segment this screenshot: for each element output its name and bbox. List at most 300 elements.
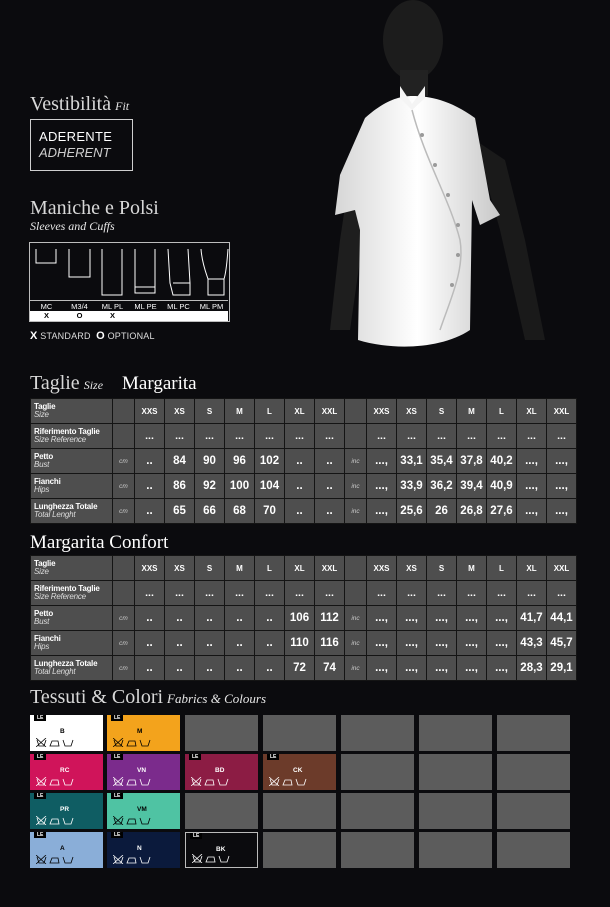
row-label-it: Riferimento Taglie xyxy=(34,427,100,436)
size-value-cm: 110 xyxy=(285,631,315,656)
fabric-swatch xyxy=(30,832,103,868)
empty-swatch xyxy=(341,715,414,751)
le-badge: LE xyxy=(34,715,46,721)
size-value-inc: ..., xyxy=(427,656,457,681)
size-value-inc: 27,6 xyxy=(487,499,517,524)
sleeves-title-it: Maniche e Polsi xyxy=(30,197,159,219)
size-value-cm: .. xyxy=(135,449,165,474)
fabric-swatch xyxy=(107,832,180,868)
sleeve-mark: O xyxy=(63,311,96,321)
size-header-cm: XS xyxy=(165,556,195,581)
sizes-title xyxy=(30,372,197,395)
sleeve-type xyxy=(162,243,195,321)
size-value-cm: 66 xyxy=(195,499,225,524)
size-value-cm: ... xyxy=(135,581,165,606)
size-value-cm: .. xyxy=(315,474,345,499)
sleeve-mark: X xyxy=(96,311,129,321)
row-label-it: Taglie xyxy=(34,402,56,411)
size-value-inc: ... xyxy=(367,581,397,606)
row-label xyxy=(31,499,113,524)
model-name: Margarita xyxy=(122,373,197,394)
size-value-cm: .. xyxy=(165,606,195,631)
size-value-cm: .. xyxy=(225,606,255,631)
size-value-cm: 74 xyxy=(315,656,345,681)
size-row xyxy=(31,399,577,424)
size-value-inc: ..., xyxy=(367,474,397,499)
size-header-cm: M xyxy=(225,399,255,424)
row-label xyxy=(31,556,113,581)
size-header-cm: L xyxy=(255,399,285,424)
size-header-cm: XXL xyxy=(315,399,345,424)
fabric-swatch xyxy=(30,754,103,790)
empty-swatch xyxy=(497,793,570,829)
empty-swatch xyxy=(185,715,258,751)
le-badge: LE xyxy=(34,793,46,799)
care-symbols-icon xyxy=(113,816,153,827)
size-value-cm: .. xyxy=(315,499,345,524)
fit-value: ADERENTE xyxy=(39,129,113,144)
size-header-inc: XXL xyxy=(547,556,577,581)
le-badge: LE xyxy=(189,754,201,760)
row-label-en: Size Reference xyxy=(34,435,86,444)
le-badge: LE xyxy=(34,754,46,760)
unit-inc: inc xyxy=(345,631,367,656)
size-value-cm: 116 xyxy=(315,631,345,656)
size-value-cm: ... xyxy=(285,581,315,606)
row-label-en: Bust xyxy=(34,617,50,626)
unit-inc xyxy=(345,581,367,606)
row-label-it: Fianchi xyxy=(34,634,61,643)
size-value-inc: 40,9 xyxy=(487,474,517,499)
care-symbols-icon xyxy=(113,777,153,788)
size-value-inc: 45,7 xyxy=(547,631,577,656)
size-value-inc: ..., xyxy=(487,631,517,656)
size-value-inc: 33,9 xyxy=(397,474,427,499)
sleeve-label: ML PM xyxy=(195,300,228,311)
color-code: PR xyxy=(60,806,70,813)
empty-swatch xyxy=(497,715,570,751)
color-code: B xyxy=(60,728,65,735)
unit-cm xyxy=(113,424,135,449)
size-value-inc: ... xyxy=(397,581,427,606)
size-value-cm: 106 xyxy=(285,606,315,631)
size-value-inc: 35,4 xyxy=(427,449,457,474)
size-value-cm: 72 xyxy=(285,656,315,681)
size-value-cm: .. xyxy=(225,631,255,656)
size-value-inc: 44,1 xyxy=(547,606,577,631)
size-value-inc: ..., xyxy=(367,606,397,631)
size-value-cm: .. xyxy=(135,631,165,656)
size-value-cm: ... xyxy=(195,424,225,449)
size-value-cm: .. xyxy=(135,606,165,631)
care-symbols-icon xyxy=(113,738,153,749)
row-label-it: Lunghezza Totale xyxy=(34,502,98,511)
sleeve-label: ML PC xyxy=(162,300,195,311)
size-header-inc: XXL xyxy=(547,399,577,424)
size-value-inc: ..., xyxy=(547,449,577,474)
fabric-swatch xyxy=(30,715,103,751)
size-header-cm: M xyxy=(225,556,255,581)
size-value-cm: .. xyxy=(285,474,315,499)
size-value-inc: ..., xyxy=(397,656,427,681)
row-label-en: Size Reference xyxy=(34,592,86,601)
size-value-cm: .. xyxy=(135,656,165,681)
size-row xyxy=(31,499,577,524)
size-value-cm: 86 xyxy=(165,474,195,499)
size-value-inc: ... xyxy=(487,424,517,449)
color-code: RC xyxy=(60,767,70,774)
size-value-cm: ... xyxy=(165,581,195,606)
unit-inc: inc xyxy=(345,606,367,631)
size-value-inc: ... xyxy=(547,581,577,606)
care-symbols-icon xyxy=(36,855,76,866)
color-code: CK xyxy=(293,767,303,774)
size-value-inc: 26 xyxy=(427,499,457,524)
size-value-cm: 100 xyxy=(225,474,255,499)
size-value-cm: ... xyxy=(135,424,165,449)
row-label-it: Petto xyxy=(34,609,54,618)
size-value-cm: .. xyxy=(255,631,285,656)
size-value-cm: 70 xyxy=(255,499,285,524)
sleeve-legend xyxy=(30,330,155,342)
size-value-inc: ..., xyxy=(517,474,547,499)
size-value-inc: ..., xyxy=(427,606,457,631)
row-label xyxy=(31,474,113,499)
unit-cm xyxy=(113,399,135,424)
row-label-en: Size xyxy=(34,567,49,576)
size-value-inc: 25,6 xyxy=(397,499,427,524)
size-value-cm: 65 xyxy=(165,499,195,524)
sizes-title-en: Size xyxy=(83,378,104,392)
size-row xyxy=(31,606,577,631)
size-value-inc: 29,1 xyxy=(547,656,577,681)
sleeve-type xyxy=(195,243,228,321)
size-header-cm: XXS xyxy=(135,556,165,581)
size-value-cm: .. xyxy=(225,656,255,681)
size-value-inc: ... xyxy=(457,424,487,449)
unit-inc xyxy=(345,399,367,424)
size-header-inc: S xyxy=(427,399,457,424)
size-value-cm: .. xyxy=(135,474,165,499)
fit-value-en: ADHERENT xyxy=(39,145,111,160)
legend-standard: STANDARD xyxy=(40,331,91,341)
fabric-swatch xyxy=(185,754,258,790)
size-row xyxy=(31,474,577,499)
row-label xyxy=(31,449,113,474)
size-value-inc: ..., xyxy=(517,449,547,474)
row-label-en: Bust xyxy=(34,460,50,469)
unit-inc xyxy=(345,424,367,449)
size-value-cm: .. xyxy=(255,656,285,681)
le-badge: LE xyxy=(111,754,123,760)
color-code: N xyxy=(137,845,142,852)
sleeve-label: ML PL xyxy=(96,300,129,311)
size-value-inc: ..., xyxy=(457,656,487,681)
size-header-cm: L xyxy=(255,556,285,581)
unit-cm: cm xyxy=(113,656,135,681)
fabric-swatch xyxy=(185,832,258,868)
size-value-cm: 92 xyxy=(195,474,225,499)
size-header-cm: XL xyxy=(285,556,315,581)
empty-swatch xyxy=(341,832,414,868)
size-value-inc: ... xyxy=(517,581,547,606)
sleeve-label: MC xyxy=(30,300,63,311)
fabrics-title xyxy=(30,686,266,709)
row-label-en: Hips xyxy=(34,485,50,494)
sleeves-title-en: Sleeves and Cuffs xyxy=(30,219,115,233)
row-label xyxy=(31,399,113,424)
unit-inc: inc xyxy=(345,499,367,524)
size-header-inc: XS xyxy=(397,556,427,581)
unit-cm: cm xyxy=(113,606,135,631)
size-value-inc: ... xyxy=(547,424,577,449)
unit-inc: inc xyxy=(345,449,367,474)
size-value-cm: .. xyxy=(165,631,195,656)
size-value-cm: .. xyxy=(315,449,345,474)
size-value-cm: .. xyxy=(165,656,195,681)
size-value-cm: 90 xyxy=(195,449,225,474)
empty-swatch xyxy=(341,754,414,790)
size-header-inc: XXS xyxy=(367,556,397,581)
row-label-it: Lunghezza Totale xyxy=(34,659,98,668)
size-value-inc: 36,2 xyxy=(427,474,457,499)
size-value-cm: ... xyxy=(285,424,315,449)
sleeves-title xyxy=(30,197,159,220)
sleeve-type xyxy=(30,243,63,321)
sleeve-mark xyxy=(195,311,228,321)
sleeve-mark xyxy=(162,311,195,321)
sleeve-mark xyxy=(129,311,162,321)
care-symbols-icon xyxy=(36,816,76,827)
unit-inc: inc xyxy=(345,656,367,681)
size-value-inc: ... xyxy=(517,424,547,449)
size-value-cm: ... xyxy=(315,581,345,606)
size-value-inc: ..., xyxy=(367,656,397,681)
unit-cm: cm xyxy=(113,631,135,656)
size-value-inc: ..., xyxy=(397,606,427,631)
size-value-inc: ... xyxy=(367,424,397,449)
sleeve-label: ML PE xyxy=(129,300,162,311)
sizes-title-it: Taglie xyxy=(30,372,80,394)
size-header-inc: S xyxy=(427,556,457,581)
row-label-it: Fianchi xyxy=(34,477,61,486)
size-value-inc: ..., xyxy=(367,449,397,474)
size-row xyxy=(31,581,577,606)
le-badge: LE xyxy=(111,832,123,838)
empty-swatch xyxy=(419,754,492,790)
size-row xyxy=(31,449,577,474)
sleeve-mark: X xyxy=(30,311,63,321)
size-header-cm: XL xyxy=(285,399,315,424)
size-value-cm: .. xyxy=(285,449,315,474)
model-confort-name: Margarita Confort xyxy=(30,532,169,553)
size-value-cm: .. xyxy=(195,656,225,681)
le-badge: LE xyxy=(111,715,123,721)
size-value-inc: ..., xyxy=(367,631,397,656)
color-code: BD xyxy=(215,767,225,774)
unit-cm xyxy=(113,556,135,581)
care-symbols-icon xyxy=(36,738,76,749)
le-badge: LE xyxy=(111,793,123,799)
row-label-en: Size xyxy=(34,410,49,419)
fabrics-title-it: Tessuti & Colori xyxy=(30,686,164,708)
size-value-inc: 39,4 xyxy=(457,474,487,499)
size-header-cm: S xyxy=(195,556,225,581)
size-value-inc: ..., xyxy=(397,631,427,656)
size-value-cm: .. xyxy=(195,606,225,631)
size-value-cm: ... xyxy=(315,424,345,449)
fit-title xyxy=(30,93,129,116)
size-value-inc: ..., xyxy=(547,499,577,524)
size-value-cm: 102 xyxy=(255,449,285,474)
fit-title-it: Vestibilità xyxy=(30,93,112,115)
size-value-inc: 37,8 xyxy=(457,449,487,474)
row-label xyxy=(31,656,113,681)
row-label-it: Petto xyxy=(34,452,54,461)
sleeve-label: M3/4 xyxy=(63,300,96,311)
row-label xyxy=(31,581,113,606)
fabric-swatch xyxy=(263,754,336,790)
size-value-inc: ... xyxy=(427,424,457,449)
color-code: BK xyxy=(216,846,226,853)
empty-swatch xyxy=(263,832,336,868)
row-label-en: Total Lenght xyxy=(34,667,76,676)
size-row xyxy=(31,424,577,449)
size-header-inc: XXS xyxy=(367,399,397,424)
row-label xyxy=(31,631,113,656)
fabric-swatch xyxy=(107,793,180,829)
size-value-inc: ..., xyxy=(427,631,457,656)
empty-swatch xyxy=(419,715,492,751)
size-value-cm: .. xyxy=(135,499,165,524)
le-badge: LE xyxy=(34,832,46,838)
unit-cm: cm xyxy=(113,474,135,499)
row-label xyxy=(31,424,113,449)
empty-swatch xyxy=(419,832,492,868)
size-value-inc: ... xyxy=(457,581,487,606)
care-symbols-icon xyxy=(36,777,76,788)
sleeve-types-diagram xyxy=(29,242,230,322)
size-value-cm: ... xyxy=(255,581,285,606)
size-value-inc: ..., xyxy=(457,606,487,631)
size-value-cm: .. xyxy=(255,606,285,631)
care-symbols-icon xyxy=(191,777,231,788)
size-value-cm: 104 xyxy=(255,474,285,499)
empty-swatch xyxy=(419,793,492,829)
size-value-inc: 28,3 xyxy=(517,656,547,681)
size-row xyxy=(31,556,577,581)
size-value-cm: 68 xyxy=(225,499,255,524)
size-row xyxy=(31,631,577,656)
size-value-inc: ..., xyxy=(547,474,577,499)
size-value-cm: .. xyxy=(195,631,225,656)
size-value-inc: ..., xyxy=(457,631,487,656)
row-label xyxy=(31,606,113,631)
row-label-it: Riferimento Taglie xyxy=(34,584,100,593)
size-value-inc: ... xyxy=(487,581,517,606)
size-value-cm: ... xyxy=(165,424,195,449)
unit-inc: inc xyxy=(345,474,367,499)
color-code: VM xyxy=(137,806,147,813)
unit-inc xyxy=(345,556,367,581)
care-symbols-icon xyxy=(192,854,232,865)
fabric-swatch xyxy=(107,715,180,751)
unit-cm: cm xyxy=(113,449,135,474)
legend-o-symbol: O xyxy=(96,330,105,342)
empty-swatch xyxy=(185,793,258,829)
row-label-it: Taglie xyxy=(34,559,56,568)
fabrics-title-en: Fabrics & Colours xyxy=(167,691,267,706)
row-label-en: Total Lenght xyxy=(34,510,76,519)
size-row xyxy=(31,656,577,681)
size-value-inc: ..., xyxy=(517,499,547,524)
size-header-inc: XL xyxy=(517,399,547,424)
sleeve-type xyxy=(96,243,129,321)
size-value-cm: 112 xyxy=(315,606,345,631)
size-header-inc: XL xyxy=(517,556,547,581)
care-symbols-icon xyxy=(113,855,153,866)
size-value-inc: ..., xyxy=(367,499,397,524)
size-header-cm: XS xyxy=(165,399,195,424)
legend-optional: OPTIONAL xyxy=(107,331,155,341)
empty-swatch xyxy=(341,793,414,829)
size-value-inc: ... xyxy=(397,424,427,449)
size-header-inc: L xyxy=(487,399,517,424)
empty-swatch xyxy=(263,715,336,751)
fabric-swatch xyxy=(107,754,180,790)
row-label-en: Hips xyxy=(34,642,50,651)
size-header-cm: S xyxy=(195,399,225,424)
size-table-margarita xyxy=(30,398,577,524)
size-value-cm: .. xyxy=(285,499,315,524)
size-value-inc: 33,1 xyxy=(397,449,427,474)
size-header-inc: M xyxy=(457,399,487,424)
size-header-inc: L xyxy=(487,556,517,581)
size-value-cm: ... xyxy=(225,424,255,449)
mannequin-shirt-image xyxy=(300,0,610,370)
fit-box xyxy=(30,119,133,171)
le-badge: LE xyxy=(267,754,279,760)
legend-x-symbol: X xyxy=(30,330,38,342)
size-value-inc: 43,3 xyxy=(517,631,547,656)
empty-swatch xyxy=(497,754,570,790)
size-value-cm: ... xyxy=(255,424,285,449)
fabric-swatch xyxy=(30,793,103,829)
le-badge: LE xyxy=(190,833,202,839)
size-value-inc: 26,8 xyxy=(457,499,487,524)
size-value-inc: 40,2 xyxy=(487,449,517,474)
size-value-inc: ..., xyxy=(487,606,517,631)
care-symbols-icon xyxy=(269,777,309,788)
size-value-inc: 41,7 xyxy=(517,606,547,631)
size-value-cm: 84 xyxy=(165,449,195,474)
size-table-margarita-confort xyxy=(30,555,577,681)
size-header-cm: XXL xyxy=(315,556,345,581)
size-header-inc: M xyxy=(457,556,487,581)
unit-cm xyxy=(113,581,135,606)
empty-swatch xyxy=(263,793,336,829)
empty-swatch xyxy=(497,832,570,868)
sleeve-type xyxy=(63,243,96,321)
size-value-cm: ... xyxy=(225,581,255,606)
unit-cm: cm xyxy=(113,499,135,524)
color-code: A xyxy=(60,845,65,852)
size-value-inc: ..., xyxy=(487,656,517,681)
size-value-cm: ... xyxy=(195,581,225,606)
sleeve-type xyxy=(129,243,162,321)
size-value-inc: ... xyxy=(427,581,457,606)
fit-title-en: Fit xyxy=(115,99,130,113)
